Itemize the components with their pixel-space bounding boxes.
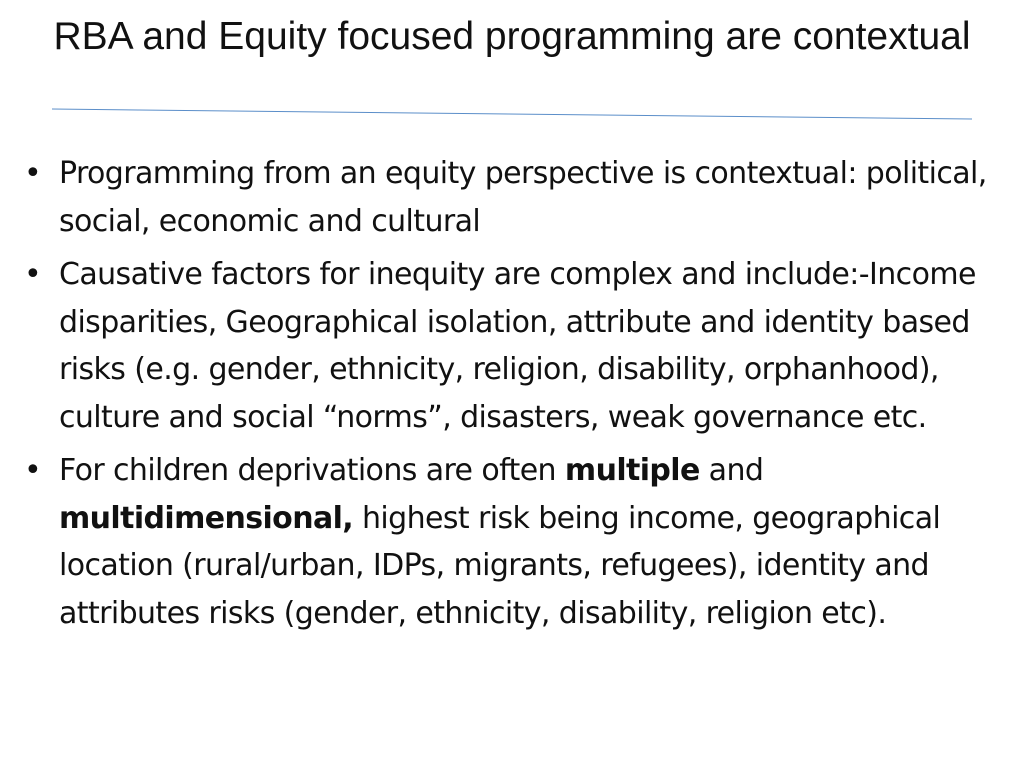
slide-title: RBA and Equity focused programming are contextual	[53, 15, 971, 58]
bullet-text: Causative factors for inequity are complex and include:-Income disparities, Geographical isolation, attribute and identity based risks (e.g. gender, ethnicity, religion, disability, orphanhood), culture and social “norms”, disasters, weak governance etc.	[59, 257, 976, 435]
bullet-text-bold-multiple: multiple	[564, 453, 700, 488]
bullet-text-part: For children deprivations are often	[59, 453, 565, 488]
bullet-item-child-deprivations	[24, 447, 1004, 637]
bullet-text: Programming from an equity perspective is contextual: political, social, economic and cultural	[59, 156, 987, 239]
bullet-item-causative-factors	[24, 251, 1004, 441]
title-divider-line	[52, 109, 972, 119]
bullet-list	[24, 150, 1004, 643]
bullet-text-part: and	[699, 453, 764, 488]
bullet-item-equity-context	[24, 150, 1004, 245]
bullet-dot-icon: •	[24, 257, 42, 292]
bullet-text-part: highest risk being income, geographical location (rural/urban, IDPs, migrants, refugees), identity and attributes risks (gender, ethnicity, disability, religion etc).	[59, 500, 941, 631]
bullet-text-bold-multidimensional: multidimensional,	[59, 500, 354, 536]
bullet-dot-icon: •	[24, 453, 42, 488]
bullet-dot-icon: •	[24, 156, 42, 191]
